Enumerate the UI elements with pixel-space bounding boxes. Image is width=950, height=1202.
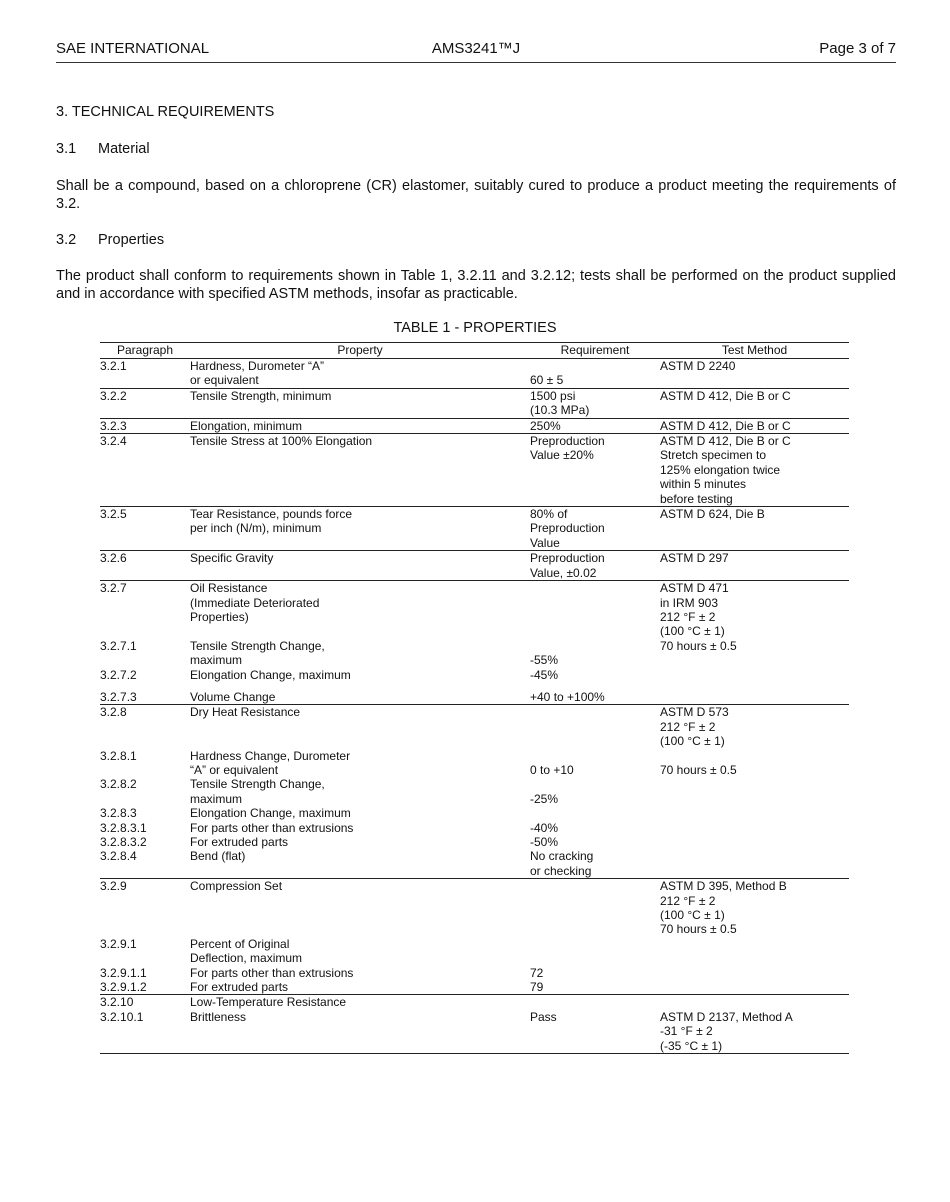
property-line: maximum bbox=[190, 653, 243, 668]
table-row bbox=[100, 705, 849, 749]
property-cell bbox=[190, 777, 530, 806]
test-method-cell bbox=[660, 690, 849, 705]
requirement-line: 0 to +10 bbox=[530, 762, 574, 777]
row-group bbox=[100, 705, 849, 879]
test-method-line: 212 °F ± 2 bbox=[660, 609, 716, 624]
requirement-cell bbox=[530, 359, 660, 389]
table-row bbox=[100, 879, 849, 937]
header-organization: SAE INTERNATIONAL bbox=[56, 40, 210, 57]
property-line: Hardness Change, Durometer bbox=[190, 748, 351, 763]
property-line: per inch (N/m), minimum bbox=[190, 521, 322, 536]
property-line: Oil Resistance bbox=[190, 581, 268, 596]
row-group bbox=[100, 551, 849, 581]
paragraph-cell: 3.2.7.1 bbox=[100, 638, 137, 653]
row-group bbox=[100, 879, 849, 995]
property-line: Compression Set bbox=[190, 879, 283, 894]
header-property: Property bbox=[190, 343, 530, 359]
property-line: For extruded parts bbox=[190, 980, 289, 995]
test-method-line: (100 °C ± 1) bbox=[660, 624, 725, 639]
paragraph-cell: 3.2.10.1 bbox=[100, 1009, 144, 1024]
property-line: Tensile Strength Change, bbox=[190, 777, 325, 792]
requirement-cell bbox=[530, 806, 660, 820]
test-method-cell bbox=[660, 581, 849, 639]
requirement-line: Preproduction bbox=[530, 521, 605, 536]
property-cell bbox=[190, 966, 530, 980]
requirement-line: -45% bbox=[530, 667, 559, 682]
requirement-cell bbox=[530, 418, 660, 433]
paragraph-cell: 3.2.8.2 bbox=[100, 777, 137, 792]
property-cell bbox=[190, 418, 530, 433]
paragraph-cell: 3.2.4 bbox=[100, 434, 127, 449]
table-row bbox=[100, 849, 849, 878]
property-cell bbox=[190, 821, 530, 835]
test-method-cell bbox=[660, 966, 849, 980]
property-line: Low-Temperature Resistance bbox=[190, 995, 347, 1010]
requirement-line: 80% of bbox=[530, 507, 568, 522]
table-row bbox=[100, 966, 849, 980]
requirement-line: Value, ±0.02 bbox=[530, 565, 597, 580]
property-line: Percent of Original bbox=[190, 936, 290, 951]
table-title: TABLE 1 - PROPERTIES bbox=[393, 320, 557, 336]
paragraph-cell: 3.2.8.3.2 bbox=[100, 835, 147, 849]
requirement-line bbox=[530, 749, 660, 763]
requirement-cell bbox=[530, 966, 660, 980]
test-method-line: in IRM 903 bbox=[660, 595, 719, 610]
property-cell bbox=[190, 749, 530, 778]
property-cell bbox=[190, 806, 530, 820]
property-line: Dry Heat Resistance bbox=[190, 705, 301, 720]
property-cell bbox=[190, 849, 530, 878]
subsection-number: 3.1 bbox=[56, 141, 77, 157]
property-line: Specific Gravity bbox=[190, 551, 274, 566]
test-method-cell bbox=[660, 705, 849, 749]
property-cell bbox=[190, 668, 530, 682]
page-header bbox=[56, 40, 896, 60]
test-method-line bbox=[660, 749, 849, 763]
properties-table bbox=[100, 342, 849, 1054]
requirement-line: 1500 psi bbox=[530, 388, 576, 403]
paragraph-cell: 3.2.8.3.1 bbox=[100, 820, 147, 835]
subsection-number: 3.2 bbox=[56, 232, 77, 248]
test-method-cell bbox=[660, 639, 849, 668]
test-method-line: ASTM D 2240 bbox=[660, 359, 736, 373]
test-method-cell bbox=[660, 777, 849, 806]
requirement-line: 60 ± 5 bbox=[530, 373, 564, 388]
test-method-line: 70 hours ± 0.5 bbox=[660, 762, 737, 777]
property-cell bbox=[190, 359, 530, 389]
requirement-cell bbox=[530, 995, 660, 1010]
requirement-line: Value ±20% bbox=[530, 448, 594, 463]
requirement-line: -40% bbox=[530, 820, 559, 835]
requirement-cell bbox=[530, 434, 660, 507]
row-group bbox=[100, 418, 849, 433]
table-row bbox=[100, 359, 849, 389]
test-method-line: ASTM D 471 bbox=[660, 581, 729, 596]
requirement-line: -25% bbox=[530, 791, 559, 806]
row-group bbox=[100, 388, 849, 418]
property-line: For extruded parts bbox=[190, 835, 289, 849]
requirement-cell bbox=[530, 581, 660, 639]
test-method-line: within 5 minutes bbox=[660, 477, 747, 492]
test-method-line: ASTM D 412, Die B or C bbox=[660, 418, 791, 433]
table-row bbox=[100, 980, 849, 995]
property-line: Elongation Change, maximum bbox=[190, 806, 351, 821]
test-method-cell bbox=[660, 879, 849, 937]
property-line: Tear Resistance, pounds force bbox=[190, 507, 353, 522]
row-group bbox=[100, 359, 849, 389]
paragraph-cell: 3.2.6 bbox=[100, 551, 127, 566]
header-requirement: Requirement bbox=[530, 343, 660, 359]
requirement-line: Preproduction bbox=[530, 434, 605, 449]
property-line: For parts other than extrusions bbox=[190, 820, 354, 835]
requirement-cell bbox=[530, 388, 660, 418]
property-line: Tensile Strength Change, bbox=[190, 638, 325, 653]
requirement-line: 72 bbox=[530, 965, 544, 980]
table-row bbox=[100, 1010, 849, 1054]
property-cell bbox=[190, 388, 530, 418]
table-row bbox=[100, 995, 849, 1010]
test-method-line: 212 °F ± 2 bbox=[660, 719, 716, 734]
paragraph-cell: 3.2.8.3 bbox=[100, 806, 137, 821]
test-method-cell bbox=[660, 937, 849, 966]
property-cell bbox=[190, 581, 530, 639]
table-row bbox=[100, 690, 849, 705]
subsection-3-2-heading bbox=[56, 231, 896, 249]
property-line: “A” or equivalent bbox=[190, 762, 279, 777]
subsection-3-1-heading bbox=[56, 140, 896, 158]
material-paragraph: Shall be a compound, based on a chloroprene (CR) elastomer, suitably cured to produce a product meeting the requirements of 3.2. bbox=[56, 178, 896, 212]
requirement-line: or checking bbox=[530, 863, 592, 878]
table-row bbox=[100, 639, 849, 668]
property-cell bbox=[190, 705, 530, 749]
test-method-cell bbox=[660, 821, 849, 835]
test-method-line: ASTM D 412, Die B or C bbox=[660, 434, 791, 449]
requirement-line bbox=[530, 639, 660, 653]
requirement-cell bbox=[530, 937, 660, 966]
properties-paragraph: The product shall conform to requirements shown in Table 1, 3.2.11 and 3.2.12; tests shall be performed on the product supplied and in accordance with specified ASTM methods, insofar as practicable. bbox=[56, 268, 896, 302]
table-header-row bbox=[100, 343, 849, 359]
row-group bbox=[100, 434, 849, 507]
header-page-number: Page 3 of 7 bbox=[819, 40, 896, 57]
requirement-cell bbox=[530, 1010, 660, 1054]
requirement-cell bbox=[530, 777, 660, 806]
table-row bbox=[100, 581, 849, 639]
test-method-cell bbox=[660, 507, 849, 551]
property-cell bbox=[190, 639, 530, 668]
property-cell bbox=[190, 434, 530, 507]
test-method-line: ASTM D 624, Die B bbox=[660, 507, 765, 522]
test-method-cell bbox=[660, 980, 849, 995]
test-method-line: before testing bbox=[660, 491, 733, 506]
requirement-line: Pass bbox=[530, 1009, 557, 1024]
table-row bbox=[100, 507, 849, 551]
property-line: (Immediate Deteriorated bbox=[190, 595, 320, 610]
test-method-cell bbox=[660, 668, 849, 682]
requirement-cell bbox=[530, 980, 660, 995]
requirement-cell bbox=[530, 835, 660, 849]
requirement-cell bbox=[530, 821, 660, 835]
table-row bbox=[100, 434, 849, 507]
property-line: Brittleness bbox=[190, 1009, 247, 1024]
test-method-line: Stretch specimen to bbox=[660, 448, 767, 463]
table-row bbox=[100, 551, 849, 581]
requirement-cell bbox=[530, 668, 660, 682]
requirement-cell bbox=[530, 551, 660, 581]
property-cell bbox=[190, 980, 530, 995]
test-method-cell bbox=[660, 1010, 849, 1054]
requirement-cell bbox=[530, 690, 660, 705]
property-cell bbox=[190, 551, 530, 581]
paragraph-cell: 3.2.3 bbox=[100, 418, 127, 433]
paragraph-cell: 3.2.9.1.1 bbox=[100, 965, 147, 980]
property-line: Properties) bbox=[190, 609, 249, 624]
test-method-line: ASTM D 573 bbox=[660, 705, 729, 720]
test-method-cell bbox=[660, 551, 849, 581]
table-row bbox=[100, 418, 849, 433]
header-document-number: AMS3241™J bbox=[431, 40, 521, 57]
property-line: Elongation, minimum bbox=[190, 418, 303, 433]
property-cell bbox=[190, 835, 530, 849]
requirement-cell bbox=[530, 705, 660, 749]
table-row bbox=[100, 668, 849, 682]
test-method-line: -31 °F ± 2 bbox=[660, 1024, 713, 1039]
subsection-title: Properties bbox=[98, 232, 165, 248]
property-line: or equivalent bbox=[190, 373, 259, 388]
table-row bbox=[100, 749, 849, 778]
row-group bbox=[100, 507, 849, 551]
test-method-line: 212 °F ± 2 bbox=[660, 893, 716, 908]
property-line: Tensile Stress at 100% Elongation bbox=[190, 434, 373, 449]
test-method-cell bbox=[660, 418, 849, 433]
test-method-line: ASTM D 395, Method B bbox=[660, 879, 787, 894]
property-cell bbox=[190, 879, 530, 937]
paragraph-cell: 3.2.9 bbox=[100, 879, 127, 894]
test-method-cell bbox=[660, 806, 849, 820]
header-paragraph: Paragraph bbox=[100, 343, 190, 359]
property-line: maximum bbox=[190, 791, 243, 806]
requirement-line: (10.3 MPa) bbox=[530, 403, 590, 418]
table-row bbox=[100, 821, 849, 835]
requirement-line: Preproduction bbox=[530, 551, 605, 566]
test-method-cell bbox=[660, 849, 849, 878]
property-line: Deflection, maximum bbox=[190, 951, 303, 966]
test-method-cell bbox=[660, 835, 849, 849]
requirement-line: 79 bbox=[530, 980, 544, 995]
paragraph-cell: 3.2.8.1 bbox=[100, 748, 137, 763]
requirement-line: -50% bbox=[530, 835, 559, 849]
paragraph-cell: 3.2.2 bbox=[100, 388, 127, 403]
requirement-cell bbox=[530, 749, 660, 778]
property-line: Hardness, Durometer “A” bbox=[190, 359, 325, 373]
property-line: For parts other than extrusions bbox=[190, 965, 354, 980]
paragraph-cell: 3.2.8.4 bbox=[100, 849, 137, 864]
test-method-line: 70 hours ± 0.5 bbox=[660, 638, 737, 653]
paragraph-cell: 3.2.7.3 bbox=[100, 689, 137, 704]
table-row bbox=[100, 388, 849, 418]
test-method-cell bbox=[660, 749, 849, 778]
row-group bbox=[100, 995, 849, 1054]
requirement-cell bbox=[530, 879, 660, 937]
header-divider bbox=[56, 62, 896, 63]
paragraph-cell: 3.2.9.1.2 bbox=[100, 980, 147, 995]
requirement-cell bbox=[530, 639, 660, 668]
row-spacer bbox=[100, 682, 849, 690]
test-method-line: ASTM D 412, Die B or C bbox=[660, 388, 791, 403]
table-row bbox=[100, 937, 849, 966]
property-cell bbox=[190, 1010, 530, 1054]
test-method-cell bbox=[660, 434, 849, 507]
property-line: Bend (flat) bbox=[190, 849, 246, 864]
section-heading: 3. TECHNICAL REQUIREMENTS bbox=[56, 104, 275, 120]
property-line: Elongation Change, maximum bbox=[190, 667, 351, 682]
subsection-title: Material bbox=[98, 141, 150, 157]
paragraph-cell: 3.2.9.1 bbox=[100, 936, 137, 951]
property-cell bbox=[190, 690, 530, 705]
requirement-line bbox=[530, 777, 660, 791]
row-group bbox=[100, 581, 849, 705]
requirement-cell bbox=[530, 507, 660, 551]
property-cell bbox=[190, 507, 530, 551]
requirement-line: +40 to +100% bbox=[530, 689, 605, 704]
requirement-line: -55% bbox=[530, 653, 559, 668]
requirement-line bbox=[530, 359, 660, 373]
test-method-line: 125% elongation twice bbox=[660, 462, 781, 477]
paragraph-cell: 3.2.7.2 bbox=[100, 667, 137, 682]
requirement-line: Value bbox=[530, 535, 560, 550]
paragraph-cell: 3.2.7 bbox=[100, 581, 127, 596]
paragraph-cell: 3.2.5 bbox=[100, 507, 127, 522]
test-method-line: ASTM D 297 bbox=[660, 551, 729, 566]
test-method-cell bbox=[660, 995, 849, 1010]
property-line: Tensile Strength, minimum bbox=[190, 388, 332, 403]
paragraph-cell: 3.2.1 bbox=[100, 359, 127, 373]
paragraph-cell: 3.2.10 bbox=[100, 995, 134, 1010]
requirement-line: 250% bbox=[530, 418, 561, 433]
test-method-line: 70 hours ± 0.5 bbox=[660, 922, 737, 937]
test-method-line: (-35 °C ± 1) bbox=[660, 1038, 723, 1053]
requirement-line: No cracking bbox=[530, 849, 594, 864]
table-row bbox=[100, 806, 849, 820]
test-method-line: ASTM D 2137, Method A bbox=[660, 1009, 793, 1024]
header-test-method: Test Method bbox=[660, 343, 849, 359]
test-method-cell bbox=[660, 359, 849, 389]
test-method-line: (100 °C ± 1) bbox=[660, 908, 725, 923]
table-row bbox=[100, 777, 849, 806]
test-method-cell bbox=[660, 388, 849, 418]
property-cell bbox=[190, 937, 530, 966]
property-cell bbox=[190, 995, 530, 1010]
table-row bbox=[100, 835, 849, 849]
requirement-cell bbox=[530, 849, 660, 878]
paragraph-cell: 3.2.8 bbox=[100, 705, 127, 720]
property-line: Volume Change bbox=[190, 689, 276, 704]
test-method-line: (100 °C ± 1) bbox=[660, 734, 725, 749]
